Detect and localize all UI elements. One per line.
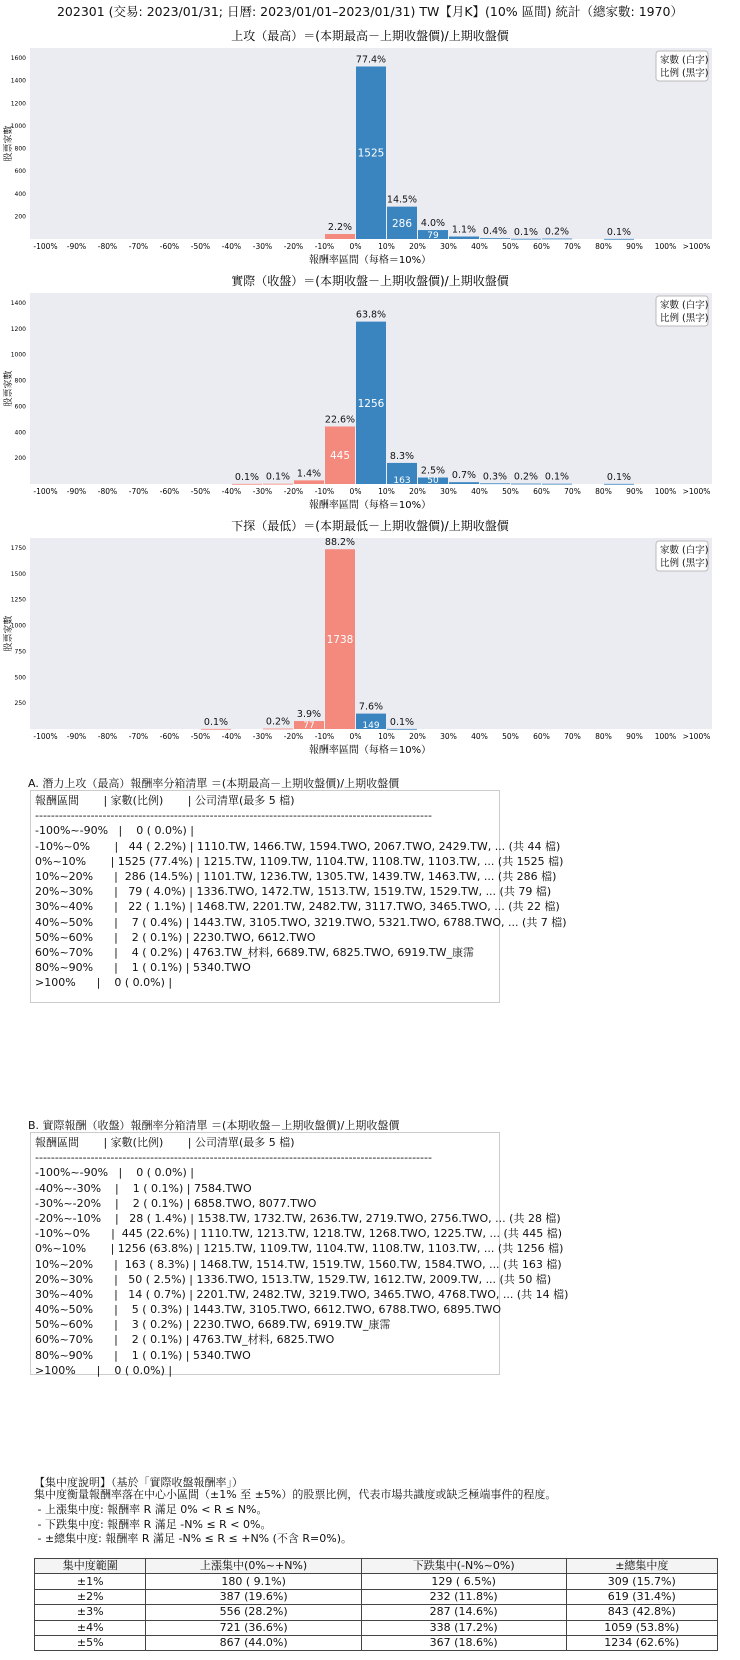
section-b-line: 40%~50% | 5 ( 0.3%) | 1443.TW, 3105.TWO, 6612.TWO, 6788.TWO, 6895.TWO <box>35 1303 502 1317</box>
section-a-line: 20%~30% | 79 ( 4.0%) | 1336.TWO, 1472.TW, 1513.TW, 1519.TW, 1529.TW, ... (共 79 檔) <box>35 885 552 899</box>
bar <box>263 729 293 730</box>
bar-pct-label: 0.2% <box>513 471 539 483</box>
y-tick-label: 200 <box>14 213 26 221</box>
x-tick-label: -40% <box>221 487 242 496</box>
x-tick-label: 0% <box>349 732 362 741</box>
table-cell: ±4% <box>35 1620 146 1635</box>
bar-pct-label: 63.8% <box>355 309 387 321</box>
y-tick-label: 1000 <box>10 622 26 630</box>
x-axis-label: 報酬率區間（每格＝10%） <box>308 255 432 266</box>
table-row <box>35 1589 718 1604</box>
table-cell: 843 (42.8%) <box>566 1605 717 1620</box>
bar <box>604 239 634 240</box>
x-tick-label: 70% <box>564 732 581 741</box>
bar <box>542 484 572 485</box>
section-a-line: -100%~-90% | 0 ( 0.0%) | <box>35 824 194 838</box>
legend-item: 家數 (白字) <box>660 55 709 66</box>
section-b-line: 0%~10% | 1256 (63.8%) | 1215.TW, 1109.TW, 1104.TW, 1108.TW, 1103.TW, ... (共 1256 檔) <box>35 1242 564 1256</box>
bar-count-label: 1525 <box>357 147 385 160</box>
x-tick-label: -70% <box>128 732 149 741</box>
legend-item: 比例 (黑字) <box>660 313 709 324</box>
x-tick-label: 0% <box>349 487 362 496</box>
column-header: 上漲集中(0%~+N%) <box>146 1559 361 1574</box>
section-b-line: 30%~40% | 14 ( 0.7%) | 2201.TW, 2482.TW, 3219.TWO, 3465.TWO, 4768.TWO, ... (共 14 檔) <box>35 1287 569 1301</box>
table-cell: ±1% <box>35 1574 146 1589</box>
y-tick-label: 1200 <box>10 325 26 333</box>
bar-count-label: 286 <box>391 217 413 230</box>
x-tick-label: -100% <box>33 732 58 741</box>
table-row <box>35 1574 718 1589</box>
bar <box>294 480 324 484</box>
bar-pct-label: 0.1% <box>265 471 291 483</box>
y-tick-label: 600 <box>14 168 26 176</box>
bar-count-label: 163 <box>393 476 411 486</box>
table-cell: 129 ( 6.5%) <box>361 1574 566 1589</box>
x-tick-label: 20% <box>409 487 426 496</box>
bar-pct-label: 2.2% <box>327 222 353 234</box>
x-tick-label: 10% <box>378 732 395 741</box>
bar-pct-label: 0.1% <box>544 471 570 483</box>
y-tick-label: 200 <box>14 455 26 463</box>
section-b-line: -30%~-20% | 2 ( 0.1%) | 6858.TWO, 8077.TWO <box>35 1196 317 1210</box>
bar <box>263 484 293 485</box>
section-b-list <box>30 1132 569 1377</box>
concentration-note: - ±總集中度: 報酬率 R 滿足 -N% ≤ R ≤ +N% (不含 R=0%)。 <box>34 1532 353 1546</box>
x-tick-label: 100% <box>654 242 677 251</box>
x-tick-label: -70% <box>128 487 149 496</box>
bar-pct-label: 77.4% <box>355 54 387 66</box>
x-tick-label: -30% <box>252 732 273 741</box>
section-a-list <box>30 790 567 1003</box>
bar <box>325 234 355 239</box>
x-tick-label: -90% <box>66 242 87 251</box>
x-tick-label: 40% <box>471 242 488 251</box>
column-header: ±總集中度 <box>566 1559 717 1574</box>
y-axis-label: 股票家數 <box>4 370 14 407</box>
table-cell: ±2% <box>35 1589 146 1604</box>
x-tick-label: -70% <box>128 242 149 251</box>
y-tick-label: 400 <box>14 190 26 198</box>
bar-pct-label: 2.5% <box>420 465 446 477</box>
section-a-line: 80%~90% | 1 ( 0.1%) | 5340.TWO <box>35 961 251 975</box>
section-b-line: -100%~-90% | 0 ( 0.0%) | <box>35 1166 194 1180</box>
y-tick-label: 1400 <box>10 77 26 85</box>
section-a-line: 60%~70% | 4 ( 0.2%) | 4763.TW_材料, 6689.TW, 6825.TWO, 6919.TW_康霈 <box>35 945 474 959</box>
section-a-line: 30%~40% | 22 ( 1.1%) | 1468.TW, 2201.TW, 2482.TW, 3117.TWO, 3465.TWO, ... (共 22 檔) <box>35 900 560 914</box>
x-tick-label: -100% <box>33 242 58 251</box>
x-tick-label: 50% <box>502 487 519 496</box>
x-tick-label: -60% <box>159 242 180 251</box>
table-cell: 1234 (62.6%) <box>566 1635 717 1650</box>
y-tick-label: 400 <box>14 429 26 437</box>
x-tick-label: -10% <box>314 242 335 251</box>
y-tick-label: 1000 <box>10 351 26 359</box>
bar-count-label: 1256 <box>357 397 385 410</box>
bar <box>387 729 417 730</box>
bar <box>480 238 510 239</box>
x-tick-label: -50% <box>190 242 211 251</box>
x-tick-label: 0% <box>349 242 362 251</box>
x-tick-label: -20% <box>283 242 304 251</box>
x-tick-label: >100% <box>682 242 711 251</box>
bar-pct-label: 4.0% <box>420 218 446 230</box>
x-tick-label: >100% <box>682 732 711 741</box>
section-a-line: 40%~50% | 7 ( 0.4%) | 1443.TW, 3105.TWO, 3219.TWO, 5321.TWO, 6788.TWO, ... (共 7 檔) <box>35 915 567 929</box>
x-tick-label: 70% <box>564 487 581 496</box>
bar-pct-label: 0.2% <box>544 226 570 238</box>
legend <box>656 296 708 326</box>
bar-pct-label: 8.3% <box>389 450 415 462</box>
x-tick-label: 100% <box>654 732 677 741</box>
x-tick-label: -50% <box>190 732 211 741</box>
y-tick-label: 800 <box>14 377 26 385</box>
section-b-line: >100% | 0 ( 0.0%) | <box>35 1363 173 1377</box>
bar <box>201 729 231 730</box>
section-a-line: -10%~0% | 44 ( 2.2%) | 1110.TW, 1466.TW, 1594.TWO, 2067.TWO, 2429.TW, ... (共 44 檔) <box>35 839 561 853</box>
y-tick-label: 1600 <box>10 55 26 62</box>
x-tick-label: 30% <box>440 732 457 741</box>
y-axis-label: 股票家數 <box>4 125 14 162</box>
bar <box>449 237 479 239</box>
section-a-line: 報酬區間 | 家數(比例) | 公司清單(最多 5 檔) <box>35 794 295 807</box>
x-tick-label: 10% <box>378 242 395 251</box>
table-cell: 556 (28.2%) <box>146 1605 361 1620</box>
y-tick-label: 1250 <box>10 596 26 604</box>
table-cell: ±3% <box>35 1605 146 1620</box>
column-header: 集中度範圍 <box>35 1559 146 1574</box>
bar-count-label: 79 <box>427 231 439 241</box>
bar <box>511 239 541 240</box>
x-tick-label: -40% <box>221 242 242 251</box>
y-tick-label: 1500 <box>10 570 26 578</box>
table-cell: 309 (15.7%) <box>566 1574 717 1589</box>
x-tick-label: -10% <box>314 487 335 496</box>
concentration-table <box>34 1558 718 1651</box>
bar-pct-label: 14.5% <box>386 194 418 206</box>
x-tick-label: -20% <box>283 487 304 496</box>
concentration-notes <box>34 1488 556 1547</box>
bar-count-label: 50 <box>427 476 439 486</box>
bar-pct-label: 0.4% <box>482 226 508 238</box>
y-tick-label: 800 <box>14 145 26 153</box>
table-row <box>35 1605 718 1620</box>
x-tick-label: -30% <box>252 242 273 251</box>
y-tick-label: 600 <box>14 403 26 411</box>
bar-pct-label: 0.1% <box>389 716 415 728</box>
section-a-title: A. 潛力上攻（最高）報酬率分箱清單 ＝(本期最高－上期收盤價)/上期收盤價 <box>28 777 400 790</box>
section-b-line: -20%~-10% | 28 ( 1.4%) | 1538.TW, 1732.TW, 2636.TW, 2719.TWO, 2756.TWO, ... (共 28 檔) <box>35 1211 561 1225</box>
section-a-line: ---------------------------------------------------------------------------------------------------- <box>35 809 432 823</box>
legend-item: 家數 (白字) <box>660 300 709 311</box>
y-tick-label: 1000 <box>10 122 26 130</box>
section-a-line: >100% | 0 ( 0.0%) | <box>35 976 173 990</box>
y-tick-label: 250 <box>14 700 26 708</box>
section-b-line: 50%~60% | 3 ( 0.2%) | 2230.TWO, 6689.TW, 6919.TW_康霈 <box>35 1318 391 1332</box>
x-tick-label: -90% <box>66 732 87 741</box>
x-tick-label: 80% <box>595 732 612 741</box>
section-b-line: 10%~20% | 163 ( 8.3%) | 1468.TW, 1514.TW, 1519.TW, 1560.TW, 1584.TWO, ... (共 163 檔) <box>35 1257 562 1271</box>
legend <box>656 541 708 571</box>
section-a-line: 10%~20% | 286 (14.5%) | 1101.TW, 1236.TW, 1305.TW, 1439.TW, 1463.TW, ... (共 286 檔) <box>35 869 557 883</box>
x-tick-label: 100% <box>654 487 677 496</box>
bar-pct-label: 1.4% <box>296 468 322 480</box>
bar-pct-label: 0.1% <box>606 226 632 238</box>
chart-upside-high <box>0 26 740 276</box>
x-tick-label: 90% <box>626 732 643 741</box>
legend-item: 比例 (黑字) <box>660 68 709 79</box>
x-tick-label: 10% <box>378 487 395 496</box>
x-tick-label: -80% <box>97 732 118 741</box>
concentration-note: - 上漲集中度: 報酬率 R 滿足 0% < R ≤ N%。 <box>34 1502 268 1516</box>
x-axis-label: 報酬率區間（每格＝10%） <box>308 745 432 756</box>
table-cell: 287 (14.6%) <box>361 1605 566 1620</box>
bar-pct-label: 0.1% <box>234 471 260 483</box>
bar-pct-label: 0.2% <box>265 716 291 728</box>
concentration-heading: 【集中度說明】（基於「實際收盤報酬率」） <box>34 1476 243 1489</box>
x-tick-label: -90% <box>66 487 87 496</box>
x-tick-label: -50% <box>190 487 211 496</box>
section-b-title: B. 實際報酬（收盤）報酬率分箱清單 ＝(本期收盤－上期收盤價)/上期收盤價 <box>28 1119 400 1132</box>
x-tick-label: -10% <box>314 732 335 741</box>
section-b-line: -10%~0% | 445 (22.6%) | 1110.TW, 1213.TW, 1218.TW, 1268.TWO, 1225.TW, ... (共 445 檔) <box>35 1227 563 1241</box>
bar <box>449 482 479 484</box>
table-cell: 867 (44.0%) <box>146 1635 361 1650</box>
bar-pct-label: 0.3% <box>482 471 508 483</box>
x-tick-label: 40% <box>471 487 488 496</box>
bar-count-label: 77 <box>303 721 315 731</box>
table-cell: 619 (31.4%) <box>566 1589 717 1604</box>
concentration-note: 集中度衡量報酬率落在中心小區間（±1% 至 ±5%）的股票比例，代表市場共識度或缺乏極端事件的程度。 <box>34 1488 557 1501</box>
x-tick-label: 90% <box>626 242 643 251</box>
concentration-note: - 下跌集中度: 報酬率 R 滿足 -N% ≤ R < 0%。 <box>34 1517 272 1531</box>
legend-item: 家數 (白字) <box>660 545 709 556</box>
chart-actual-close <box>0 271 740 521</box>
section-b-line: ---------------------------------------------------------------------------------------------------- <box>35 1151 432 1165</box>
table-cell: 387 (19.6%) <box>146 1589 361 1604</box>
section-b-line: 報酬區間 | 家數(比例) | 公司清單(最多 5 檔) <box>35 1136 295 1149</box>
bar-pct-label: 0.1% <box>203 716 229 728</box>
bar-pct-label: 0.1% <box>606 471 632 483</box>
legend-item: 比例 (黑字) <box>660 558 709 569</box>
x-tick-label: 50% <box>502 242 519 251</box>
bar <box>542 239 572 240</box>
x-tick-label: 80% <box>595 242 612 251</box>
column-header: 下跌集中(-N%~0%) <box>361 1559 566 1574</box>
chart-title: 下探（最低）＝(本期最低－上期收盤價)/上期收盤價 <box>231 519 509 533</box>
x-tick-label: 60% <box>533 487 550 496</box>
table-cell: 721 (36.6%) <box>146 1620 361 1635</box>
x-tick-label: -20% <box>283 732 304 741</box>
x-tick-label: 80% <box>595 487 612 496</box>
bar-pct-label: 22.6% <box>324 414 356 426</box>
bar-count-label: 149 <box>362 721 380 731</box>
section-b-line: 80%~90% | 1 ( 0.1%) | 5340.TWO <box>35 1348 251 1362</box>
table-cell: 1059 (53.8%) <box>566 1620 717 1635</box>
y-tick-label: 1750 <box>10 545 26 552</box>
section-a-line: 50%~60% | 2 ( 0.1%) | 2230.TWO, 6612.TWO <box>35 930 316 944</box>
bar <box>604 484 634 485</box>
x-tick-label: -40% <box>221 732 242 741</box>
plot-area <box>30 538 712 729</box>
bar <box>480 483 510 484</box>
x-tick-label: -60% <box>159 487 180 496</box>
x-axis-label: 報酬率區間（每格＝10%） <box>308 500 432 511</box>
x-tick-label: 70% <box>564 242 581 251</box>
bar-pct-label: 7.6% <box>358 701 384 713</box>
x-tick-label: 90% <box>626 487 643 496</box>
table-cell: 367 (18.6%) <box>361 1635 566 1650</box>
section-a-line: 0%~10% | 1525 (77.4%) | 1215.TW, 1109.TW, 1104.TW, 1108.TW, 1103.TW, ... (共 1525 檔) <box>35 854 564 868</box>
bar-pct-label: 88.2% <box>324 537 356 549</box>
x-tick-label: -60% <box>159 732 180 741</box>
section-b-line: 20%~30% | 50 ( 2.5%) | 1336.TWO, 1513.TW, 1529.TW, 1612.TW, 2009.TW, ... (共 50 檔) <box>35 1272 552 1286</box>
bar <box>511 484 541 485</box>
table-cell: 180 ( 9.1%) <box>146 1574 361 1589</box>
bar-pct-label: 0.1% <box>513 226 539 238</box>
section-b-line: -40%~-30% | 1 ( 0.1%) | 7584.TWO <box>35 1181 252 1195</box>
table-cell: 232 (11.8%) <box>361 1589 566 1604</box>
x-tick-label: -80% <box>97 487 118 496</box>
page-title: 202301 (交易: 2023/01/31; 日曆: 2023/01/01–2023/01/31) TW【月K】(10% 區間) 統計（總家數: 1970） <box>56 4 684 19</box>
y-tick-label: 750 <box>14 648 26 656</box>
bar-pct-label: 1.1% <box>451 224 477 236</box>
bar-count-label: 1738 <box>326 634 354 647</box>
y-tick-label: 1400 <box>10 300 26 307</box>
x-tick-label: -80% <box>97 242 118 251</box>
table-cell: 338 (17.2%) <box>361 1620 566 1635</box>
x-tick-label: 60% <box>533 732 550 741</box>
x-tick-label: 30% <box>440 487 457 496</box>
y-axis-label: 股票家數 <box>4 615 14 652</box>
table-row <box>35 1635 718 1650</box>
chart-downside-low <box>0 516 740 766</box>
bar-pct-label: 0.7% <box>451 470 477 482</box>
x-tick-label: -100% <box>33 487 58 496</box>
legend <box>656 51 708 81</box>
bar <box>232 484 262 485</box>
table-row <box>35 1620 718 1635</box>
x-tick-label: 20% <box>409 242 426 251</box>
x-tick-label: 40% <box>471 732 488 741</box>
x-tick-label: -30% <box>252 487 273 496</box>
x-tick-label: >100% <box>682 487 711 496</box>
x-tick-label: 50% <box>502 732 519 741</box>
table-header-row <box>35 1559 718 1574</box>
section-b-line: 60%~70% | 2 ( 0.1%) | 4763.TW_材料, 6825.TWO <box>35 1333 335 1347</box>
bar-count-label: 445 <box>329 450 351 463</box>
chart-title: 上攻（最高）＝(本期最高－上期收盤價)/上期收盤價 <box>231 29 509 43</box>
chart-title: 實際（收盤）＝(本期收盤－上期收盤價)/上期收盤價 <box>231 274 509 288</box>
table-cell: ±5% <box>35 1635 146 1650</box>
y-tick-label: 1200 <box>10 100 26 108</box>
x-tick-label: 20% <box>409 732 426 741</box>
x-tick-label: 30% <box>440 242 457 251</box>
x-tick-label: 60% <box>533 242 550 251</box>
y-tick-label: 500 <box>14 674 26 682</box>
bar-pct-label: 3.9% <box>296 709 322 721</box>
